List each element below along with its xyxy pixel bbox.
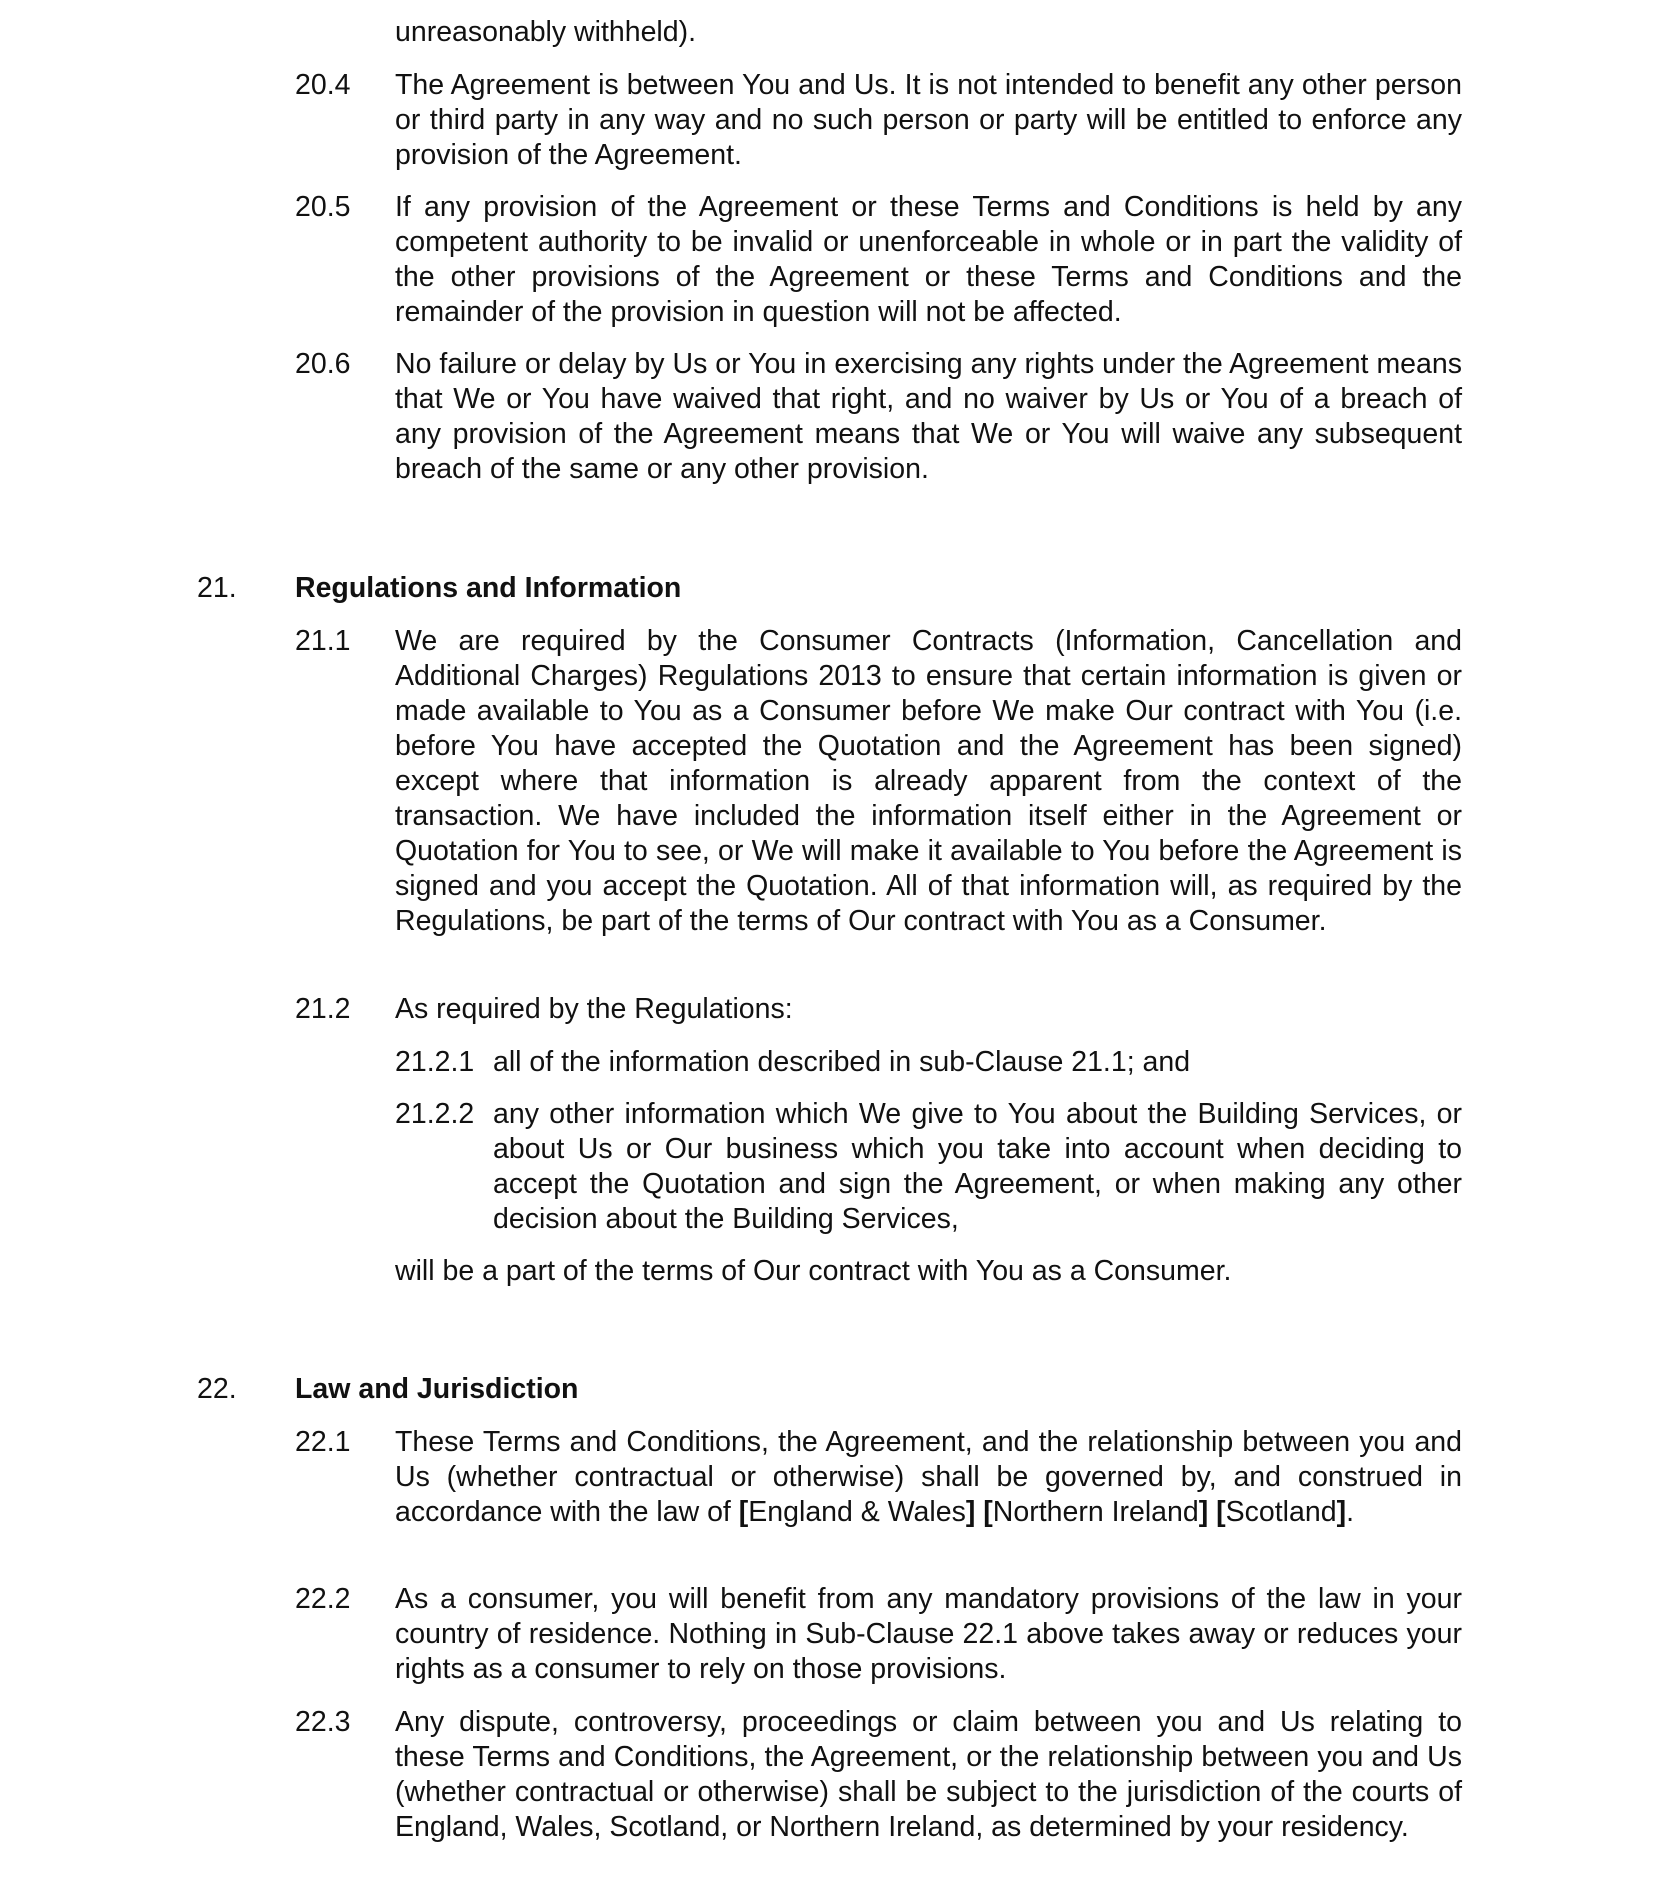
clause-21-1-text: We are required by the Consumer Contracts (Information, Cancellation and Additional Charges) Regulations 2013 to ensure that certain information is given or made available to You as a Consumer before We make Our contract with You (i.e. before You have accepted the Quotation and the Agreement has been signed) except where that information is already apparent from the context of the transaction. We have included the information itself either in the Agreement or Quotation for You to see, or We will make it available to You before the Agreement is signed and you accept the Quotation. All of that information will, as required by the Regulations, be part of the terms of Our contract with You as a Consumer. <box>395 625 1462 937</box>
subclause-number: 21.2.1 <box>395 1046 475 1078</box>
clause-number: 22.2 <box>295 1583 351 1615</box>
bracket-close: ] <box>965 1496 976 1528</box>
clause-22-2-text: As a consumer, you will benefit from any mandatory provisions of the law in your country of residence. Nothing in Sub-Clause 22.1 above takes away or reduces your rights as a consumer to rely on those provisions. <box>395 1583 1462 1685</box>
bracket-open: [ <box>1216 1496 1226 1528</box>
clause-21-2-closing: will be a part of the terms of Our contract with You as a Consumer. <box>395 1255 1232 1287</box>
clause-number: 20.5 <box>295 191 351 223</box>
jurisdiction-option: England & Wales <box>748 1496 966 1528</box>
bracket-close: ] <box>1336 1496 1347 1528</box>
section-number: 22. <box>197 1373 237 1405</box>
jurisdiction-option: Scotland <box>1225 1496 1337 1528</box>
subclause-21-2-2-text: any other information which We give to You about the Building Services, or about Us or Our business which you take into account when deciding to accept the Quotation and sign the Agreement, or when making any other decision about the Building Services, <box>493 1098 1462 1235</box>
clause-20-5-text: If any provision of the Agreement or these Terms and Conditions is held by any competent authority to be invalid or unenforceable in whole or in part the validity of the other provisions of the Agreement or these Terms and Conditions and the remainder of the provision in question will not be affected. <box>395 191 1462 328</box>
bracket-open: [ <box>738 1496 749 1528</box>
section-heading: Law and Jurisdiction <box>295 1373 579 1405</box>
clause-20-6-text: No failure or delay by Us or You in exercising any rights under the Agreement means that We or You have waived that right, and no waiver by Us or You of a breach of any provision of the Agreement means that We or You will waive any subsequent breach of the same or any other provision. <box>395 348 1462 485</box>
clause-number: 22.1 <box>295 1426 351 1458</box>
jurisdiction-option: Northern Ireland <box>992 1496 1199 1528</box>
clause-22-3-text: Any dispute, controversy, proceedings or claim between you and Us relating to these Terms and Conditions, the Agreement, or the relationship between you and Us (whether contractual or otherwise) shall be subject to the jurisdiction of the courts of England, Wales, Scotland, or Northern Ireland, as determined by your residency. <box>395 1706 1462 1843</box>
clause-number: 20.4 <box>295 69 351 101</box>
bracket-close: ] <box>1198 1496 1209 1528</box>
clause-22-1-text <box>395 1425 1462 1530</box>
subclause-21-2-1-text: all of the information described in sub-Clause 21.1; and <box>493 1046 1191 1078</box>
clause-number: 21.1 <box>295 625 351 657</box>
clause-20-3-continuation: unreasonably withheld). <box>395 16 697 48</box>
clause-22-1-body: These Terms and Conditions, the Agreement, and the relationship between you and Us (whether contractual or otherwise) shall be governed by, and construed in accordance with the law of <box>395 1426 1462 1528</box>
clause-number: 22.3 <box>295 1706 351 1738</box>
section-heading: Regulations and Information <box>295 572 682 604</box>
clause-number: 20.6 <box>295 348 351 380</box>
bracket-open: [ <box>983 1496 993 1528</box>
clause-21-2-text: As required by the Regulations: <box>395 993 793 1025</box>
clause-number: 21.2 <box>295 993 351 1025</box>
sentence-end: . <box>1346 1496 1354 1528</box>
section-number: 21. <box>197 572 237 604</box>
subclause-number: 21.2.2 <box>395 1098 475 1130</box>
clause-20-4-text: The Agreement is between You and Us. It is not intended to benefit any other person or third party in any way and no such person or party will be entitled to enforce any provision of the Agreement. <box>395 69 1462 171</box>
